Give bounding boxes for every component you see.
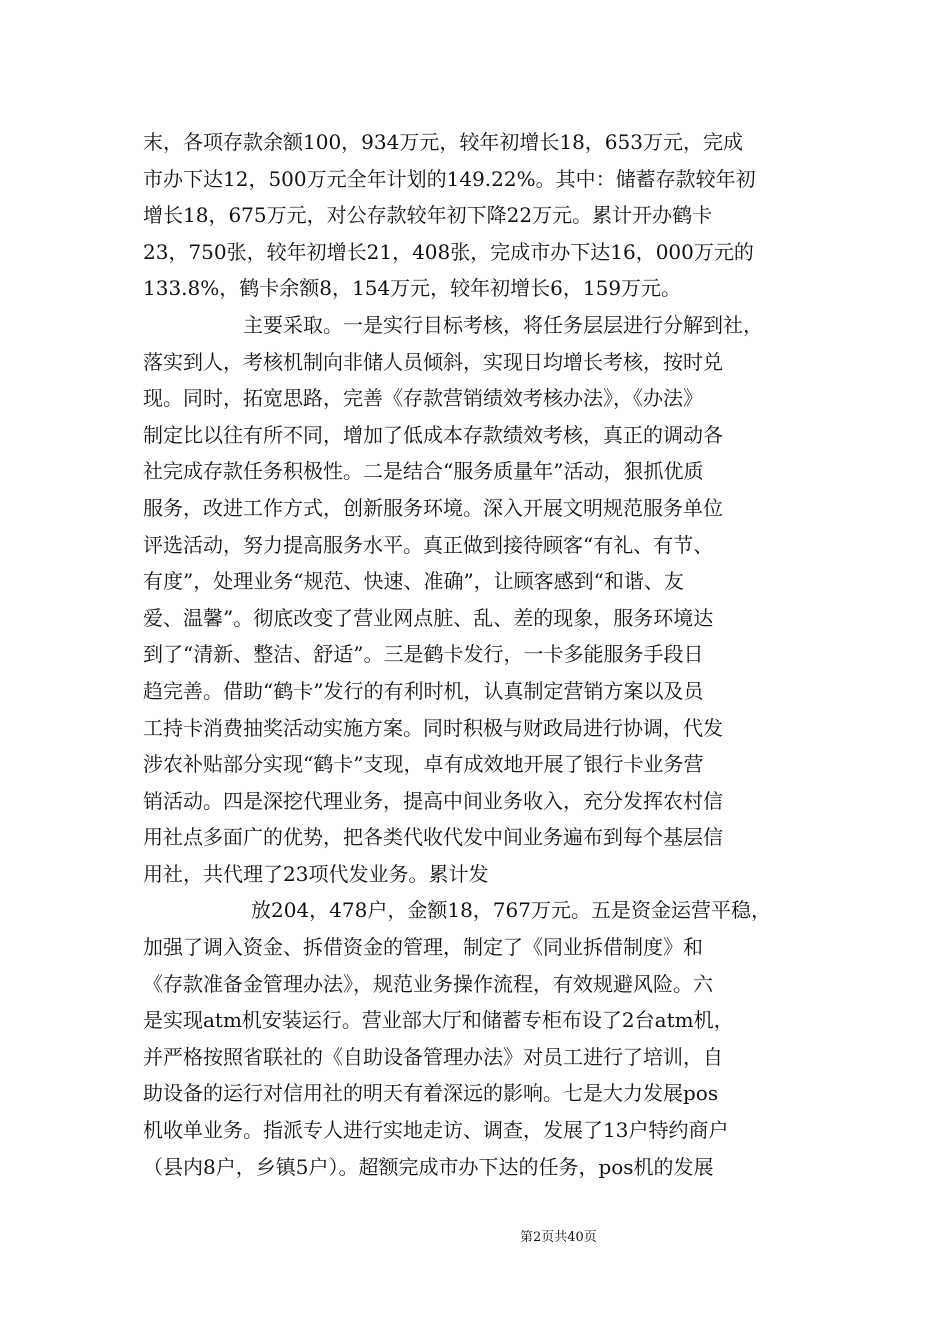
text-line: 增长18，675万元，对公存款较年初下降22万元。累计开办鹤卡 bbox=[143, 203, 713, 228]
text-line: 机收单业务。指派专人进行实地走访、调查，发展了13户特约商户 bbox=[143, 1118, 729, 1143]
text-line: 末，各项存款余额100，934万元，较年初增长18，653万元，完成 bbox=[143, 130, 743, 154]
body-text bbox=[143, 124, 807, 1185]
text-line: （县内8户，乡镇5户）。超额完成市办下达的任务，pos机的发展 bbox=[143, 1154, 714, 1179]
text-line: 现。同时，拓宽思路，完善《存款营销绩效考核办法》，《办法》 bbox=[143, 386, 703, 411]
page-number-footer: 第2页共40页 bbox=[520, 1230, 597, 1245]
text-line: 社完成存款任务积极性。二是结合“服务质量年”活动，狠抓优质 bbox=[143, 459, 704, 484]
text-line: 制定比以往有所不同，增加了低成本存款绩效考核，真正的调动各 bbox=[143, 422, 723, 447]
text-line: 涉农补贴部分实现“鹤卡”支现，卓有成效地开展了银行卡业务营 bbox=[143, 752, 704, 777]
text-line: 落实到人，考核机制向非储人员倾斜，实现日均增长考核，按时兑 bbox=[143, 349, 723, 374]
text-line: 23，750张，较年初增长21，408张，完成市办下达16，000万元的 bbox=[143, 239, 754, 264]
text-line: 助设备的运行对信用社的明天有着深远的影响。七是大力发展pos bbox=[143, 1081, 719, 1106]
text-line: 用社点多面广的优势，把各类代收代发中间业务遍布到每个基层信 bbox=[143, 825, 723, 850]
text-line: 有度”，处理业务“规范、快速、准确”，让顾客感到“和谐、友 bbox=[143, 569, 684, 594]
text-line: 是实现atm机安装运行。营业部大厅和储蓄专柜布设了2台atm机， bbox=[143, 1008, 734, 1033]
text-line: 《存款准备金管理办法》，规范业务操作流程，有效规避风险。六 bbox=[143, 971, 713, 996]
paragraph-start-line: 放204，478户，金额18，767万元。五是资金运营平稳， bbox=[251, 898, 771, 923]
text-line: 评选活动，努力提高服务水平。真正做到接待顾客“有礼、有节、 bbox=[143, 532, 714, 557]
text-line: 到了“清新、整洁、舒适”。三是鹤卡发行，一卡多能服务手段日 bbox=[143, 642, 704, 667]
text-line: 爱、温馨”。彻底改变了营业网点脏、乱、差的现象，服务环境达 bbox=[143, 605, 714, 630]
paragraph-start-line: 主要采取。一是实行目标考核，将任务层层进行分解到社， bbox=[243, 312, 763, 337]
text-line: 133.8%，鹤卡余额8，154万元，较年初增长6，159万元。 bbox=[143, 276, 682, 301]
text-line: 销活动。四是深挖代理业务，提高中间业务收入，充分发挥农村信 bbox=[143, 788, 723, 813]
text-line: 服务，改进工作方式，创新服务环境。深入开展文明规范服务单位 bbox=[143, 495, 723, 520]
text-line: 趋完善。借助“鹤卡”发行的有利时机，认真制定营销方案以及员 bbox=[143, 678, 704, 703]
text-line: 并严格按照省联社的《自助设备管理办法》对员工进行了培训，自 bbox=[143, 1044, 723, 1069]
text-line: 市办下达12，500万元全年计划的149.22%。其中：储蓄存款较年初 bbox=[143, 166, 756, 191]
text-line: 工持卡消费抽奖活动实施方案。同时积极与财政局进行协调，代发 bbox=[143, 715, 723, 740]
text-line: 加强了调入资金、拆借资金的管理，制定了《同业拆借制度》和 bbox=[143, 935, 703, 960]
text-line: 用社，共代理了23项代发业务。累计发 bbox=[143, 861, 489, 886]
